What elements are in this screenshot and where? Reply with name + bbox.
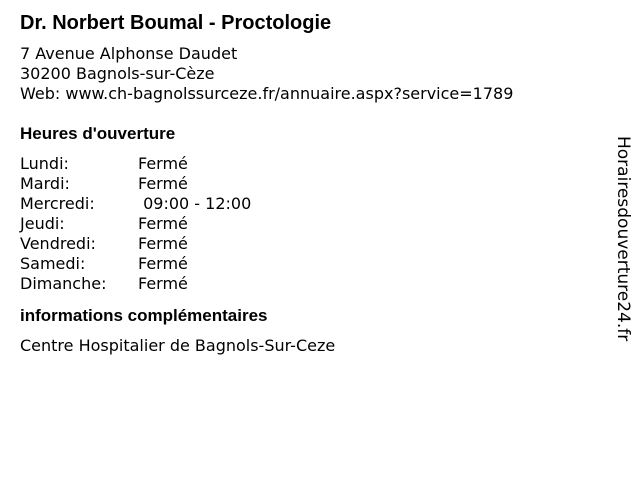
day-label: Dimanche: <box>20 274 107 293</box>
hours-heading: Heures d'ouverture <box>20 124 176 143</box>
postal-city: 30200 Bagnols-sur-Cèze <box>20 64 215 83</box>
info-heading: informations complémentaires <box>20 306 268 325</box>
day-label: Mardi: <box>20 174 70 193</box>
hours-row-friday <box>20 234 600 254</box>
hours-row-tuesday <box>20 174 600 194</box>
day-hours: 09:00 - 12:00 <box>138 194 252 213</box>
address-block <box>20 44 600 104</box>
listing-card <box>20 10 600 356</box>
day-hours: Fermé <box>138 174 188 193</box>
day-hours: Fermé <box>138 254 188 273</box>
hours-row-sunday <box>20 274 600 294</box>
day-label: Samedi: <box>20 254 86 273</box>
day-hours: Fermé <box>138 274 188 293</box>
hours-table <box>20 154 600 294</box>
hours-row-monday <box>20 154 600 174</box>
day-label: Mercredi: <box>20 194 95 213</box>
day-hours: Fermé <box>138 154 188 173</box>
day-hours: Fermé <box>138 214 188 233</box>
day-label: Vendredi: <box>20 234 96 253</box>
website-line: Web: www.ch-bagnolssurceze.fr/annuaire.aspx?service=1789 <box>20 84 514 103</box>
info-text: Centre Hospitalier de Bagnols-Sur-Ceze <box>20 336 336 355</box>
hours-row-wednesday <box>20 194 600 214</box>
hours-row-saturday <box>20 254 600 274</box>
day-label: Lundi: <box>20 154 69 173</box>
brand-watermark: Horairesdouverture24.fr <box>613 136 633 342</box>
street-address: 7 Avenue Alphonse Daudet <box>20 44 238 63</box>
day-hours: Fermé <box>138 234 188 253</box>
day-label: Jeudi: <box>20 214 65 233</box>
page-title: Dr. Norbert Boumal - Proctologie <box>20 12 332 34</box>
hours-row-thursday <box>20 214 600 234</box>
